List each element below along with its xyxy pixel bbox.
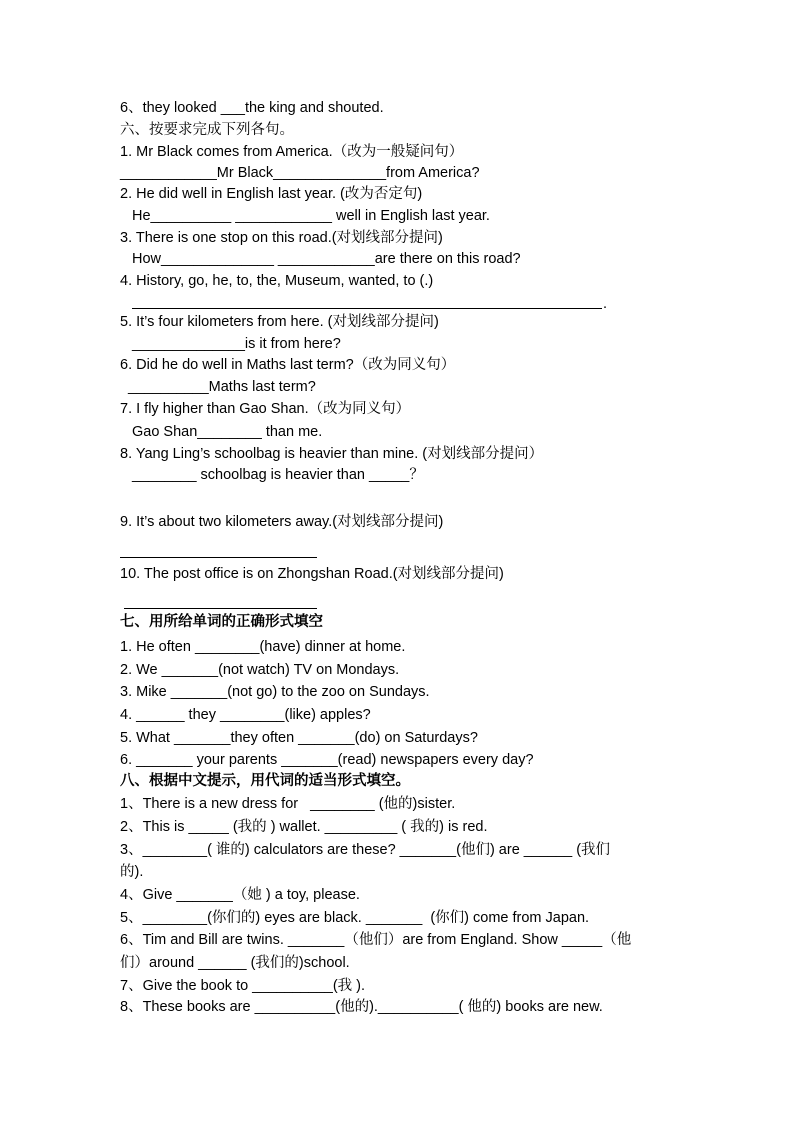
s8-item-8: 8、These books are __________(他的).__________( 他的) books are new. (120, 999, 603, 1015)
q5-question: 5. It’s four kilometers from here. (对划线部分提问) (120, 314, 439, 330)
q8-answer: ________ schoolbag is heavier than _____？ (132, 467, 424, 483)
q3-answer: How______________ ____________are there on this road? (132, 251, 521, 267)
s7-item-4: 4. ______ they ________(like) apples? (120, 707, 371, 723)
section-7-heading: 七、用所给单词的正确形式填空 (120, 614, 323, 630)
s8-item-5: 5、________(你们的) eyes are black. _______ (你们) come from Japan. (120, 910, 590, 926)
line-6-looked: 6、they looked ___the king and shouted. (120, 100, 384, 116)
q2-question: 2. He did well in English last year. (改为否定句) (120, 186, 423, 202)
q4-answer-line (132, 308, 602, 309)
s8-item-6: 6、Tim and Bill are twins. _______（他们）are from England. Show _____（他 (120, 932, 632, 948)
q3-question: 3. There is one stop on this road.(对划线部分提问) (120, 230, 443, 246)
q4-period: . (603, 296, 608, 312)
s7-item-6: 6. _______ your parents _______(read) newspapers every day? (120, 752, 534, 768)
q6-answer: __________Maths last term? (128, 379, 316, 395)
q2-answer: He__________ ____________ well in English last year. (132, 208, 490, 224)
section-8-heading: 八、根据中文提示，用代词的适当形式填空。 (120, 773, 410, 789)
s7-item-5: 5. What _______they often _______(do) on Saturdays? (120, 730, 478, 746)
s7-item-3: 3. Mike _______(not go) to the zoo on Sundays. (120, 684, 430, 700)
s8-item-2: 2、This is _____ (我的 ) wallet. _________ ( 我的) is red. (120, 819, 488, 835)
q9-question: 9. It’s about two kilometers away.(对划线部分提问) (120, 514, 444, 530)
s8-item-4: 4、Give _______（她 ) a toy, please. (120, 887, 360, 903)
q6-question: 6. Did he do well in Maths last term?（改为同义句） (120, 357, 456, 373)
q1-answer: ____________Mr Black______________from America? (120, 165, 480, 181)
q7-question: 7. I fly higher than Gao Shan.（改为同义句） (120, 401, 411, 417)
q9-answer-line (120, 557, 317, 558)
q1-question: 1. Mr Black comes from America.（改为一般疑问句） (120, 144, 464, 160)
s7-item-1: 1. He often ________(have) dinner at home. (120, 639, 406, 655)
s8-item-1: 1、There is a new dress for ________ (他的)sister. (120, 796, 456, 812)
q10-answer-line (124, 608, 317, 609)
s8-item-3-cont: 的). (120, 864, 144, 880)
q7-answer: Gao Shan________ than me. (132, 424, 323, 440)
s8-item-3: 3、________( 谁的) calculators are these? _______(他们) are ______ (我们 (120, 842, 611, 858)
s7-item-2: 2. We _______(not watch) TV on Mondays. (120, 662, 400, 678)
section-6-heading: 六、按要求完成下列各句。 (120, 122, 294, 138)
q5-answer: ______________is it from here? (132, 336, 341, 352)
q4-question: 4. History, go, he, to, the, Museum, wanted, to (.) (120, 273, 434, 289)
q10-question: 10. The post office is on Zhongshan Road.(对划线部分提问) (120, 566, 504, 582)
s8-item-6-cont: 们）around ______ (我们的)school. (120, 955, 350, 971)
q8-question: 8. Yang Ling’s schoolbag is heavier than mine. (对划线部分提问） (120, 446, 544, 462)
s8-item-7: 7、Give the book to __________(我 ). (120, 978, 366, 994)
